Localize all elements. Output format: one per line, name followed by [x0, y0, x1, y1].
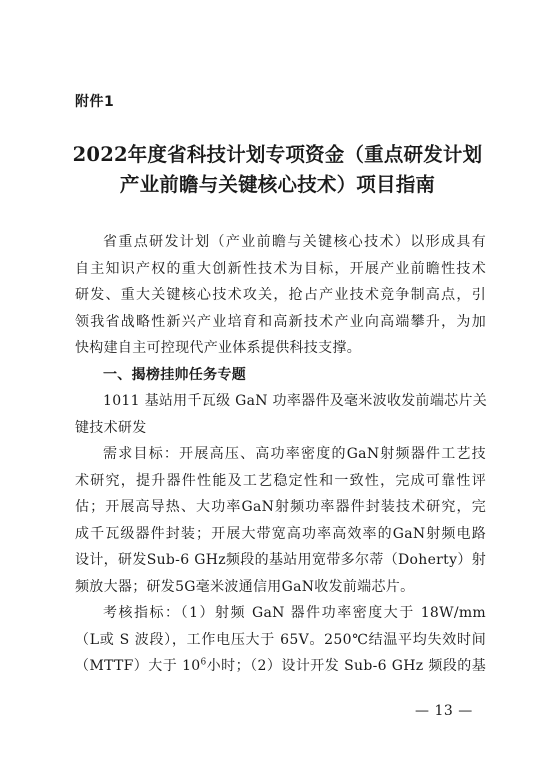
section-heading: 一、揭榜挂帅任务专题 [103, 366, 246, 383]
assessment-line: （L或 S 波段），工作电压大于 65V。250℃结温平均失效时间 [75, 631, 486, 648]
requirements-line: 成千瓦级器件封装；开展大带宽高功率高效率的GaN射频电路 [75, 525, 486, 542]
attachment-label: 附件1 [75, 94, 115, 110]
assessment-text: （MTTF）大于 10 [75, 658, 201, 674]
assessment-line: 考核指标：（1）射频 GaN 器件功率密度大于 18W/mm [103, 605, 486, 621]
requirements-line: 术研究，提升器件性能及工艺稳定性和一致性，完成可靠性评 [75, 472, 486, 489]
exponent: 6 [200, 657, 207, 668]
requirements-line: 需求目标：开展高压、高功率密度的GaN射频器件工艺技 [103, 446, 486, 462]
assessment-text: 小时；（2）设计开发 Sub-6 GHz 频段的基 [206, 658, 486, 674]
requirements-line: 估；开展高导热、大功率GaN射频功率器件封装技术研究，完 [75, 499, 486, 515]
intro-line: 领我省战略性新兴产业培育和高新技术产业向高端攀升，为加 [75, 313, 486, 330]
requirements-line: 频放大器；研发5G毫米波通信用GaN收发前端芯片。 [75, 578, 415, 595]
item-title-line: 键技术研发 [75, 419, 147, 436]
intro-line: 快构建自主可控现代产业体系提供科技支撑。 [75, 340, 361, 356]
intro-line: 自主知识产权的重大创新性技术为目标，开展产业前瞻性技术 [75, 260, 486, 277]
intro-line: 省重点研发计划（产业前瞻与关键核心技术）以形成具有 [103, 234, 486, 250]
page-number: — 13 — [415, 703, 473, 719]
document-title [60, 140, 495, 200]
item-title-line: 1011 基站用千瓦级 GaN 功率器件及毫米波收发前端芯片关 [103, 393, 488, 409]
title-line-2: 产业前瞻与关键核心技术）项目指南 [119, 173, 436, 196]
intro-line: 研发、重大关键核心技术攻关，抢占产业技术竞争制高点，引 [75, 287, 486, 303]
assessment-line [75, 653, 486, 680]
title-line-1: 2022年度省科技计划专项资金（重点研发计划 [72, 143, 483, 166]
requirements-line: 设计，研发Sub-6 GHz频段的基站用宽带多尔蒂（Doherty）射 [75, 552, 486, 568]
document-body [75, 229, 486, 680]
